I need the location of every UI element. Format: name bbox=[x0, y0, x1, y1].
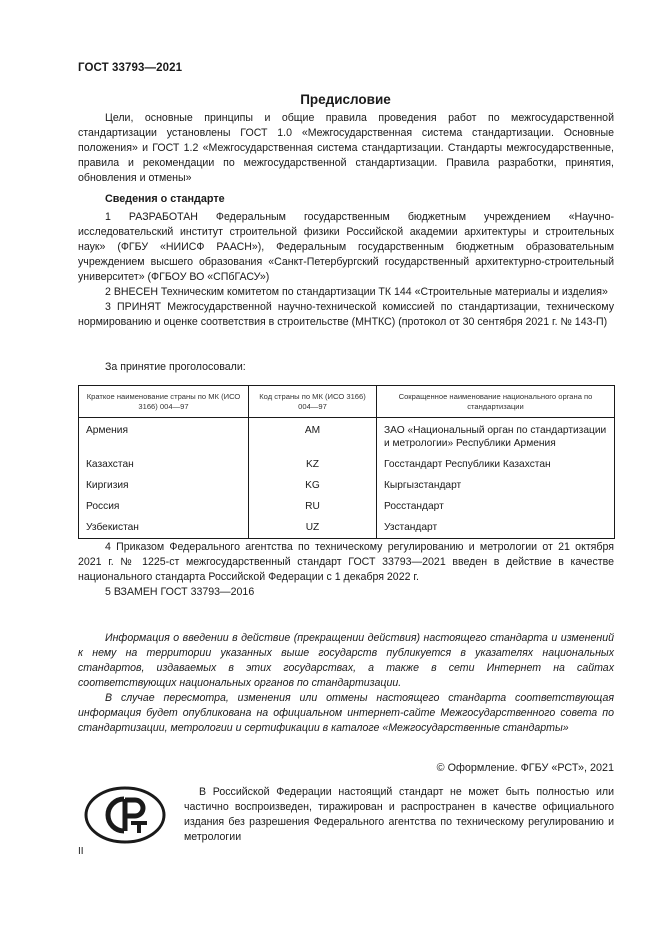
body-cell: Госстандарт Республики Казахстан bbox=[377, 454, 615, 475]
gost-r-certification-logo-icon bbox=[84, 786, 166, 849]
standard-items bbox=[78, 210, 614, 330]
item-adopted: 3 ПРИНЯТ Межгосударственной научно-технической комиссией по стандартизации, техническому нормированию и оценке соответствия в строительстве (МНТКС) (протокол от 30 сентября 2021 г. № 143-П) bbox=[78, 301, 614, 328]
copyright: © Оформление. ФГБУ «РСТ», 2021 bbox=[436, 762, 614, 774]
column-header-code: Код страны по МК (ИСО 3166) 004—97 bbox=[249, 386, 377, 418]
code-cell: AM bbox=[249, 418, 377, 455]
column-header-body: Сокращенное наименование национального органа по стандартизации bbox=[377, 386, 615, 418]
info-paragraph: В случае пересмотра, изменения или отмены настоящего стандарта соответствующая информация будет опубликована на официальном интернет-сайте Межгосударственного совета по стандартизации, метрологии и сертификации в каталоге «Межгосударственные стандарты» bbox=[78, 692, 614, 734]
intro-text: Цели, основные принципы и общие правила проведения работ по межгосударственной стандартизации установлены ГОСТ 1.0 «Межгосударственная система стандартизации. Основные положения» и ГОСТ 1.2 «Межгосударственная система стандартизации. Стандарты межгосударственные, правила и рекомендации по межгосударственной стандартизации. Правила разработки, принятия, обновления и отмены» bbox=[78, 112, 614, 184]
code-cell: KZ bbox=[249, 454, 377, 475]
intro-paragraph bbox=[78, 111, 614, 186]
standard-code: ГОСТ 33793—2021 bbox=[78, 62, 183, 74]
table-row bbox=[79, 454, 615, 475]
info-paragraph: Информация о введении в действие (прекращении действия) настоящего стандарта и изменений к нему на территории указанных выше государств публикуется в указателях национальных стандартов, издаваемых в этих государствах, а также в сети Интернет на сайтах соответствующих национальных органов по стандартизации. bbox=[78, 632, 614, 689]
code-cell: KG bbox=[249, 475, 377, 496]
table-row bbox=[79, 496, 615, 517]
rights-notice-text: В Российской Федерации настоящий стандарт не может быть полностью или частично воспроизведен, тиражирован и распространен в качестве официального издания без разрешения Федерального агентства по техническому регулированию и метрологии bbox=[184, 786, 614, 843]
table-header-row bbox=[79, 386, 615, 418]
code-cell: UZ bbox=[249, 517, 377, 539]
page-title: Предисловие bbox=[300, 92, 391, 107]
standard-items-after bbox=[78, 540, 614, 600]
country-cell: Киргизия bbox=[79, 475, 249, 496]
item-introduced: 2 ВНЕСЕН Техническим комитетом по стандартизации ТК 144 «Строительные материалы и изделия» bbox=[105, 286, 608, 298]
item-order: 4 Приказом Федерального агентства по техническому регулированию и метрологии от 21 октября 2021 г. № 1225-ст межгосударственный стандарт ГОСТ 33793—2021 введен в действие в качестве национального стандарта Российской Федерации с 1 декабря 2022 г. bbox=[78, 541, 614, 583]
table-row bbox=[79, 475, 615, 496]
table-row bbox=[79, 418, 615, 455]
column-header-country: Краткое наименование страны по МК (ИСО 3166) 004—97 bbox=[79, 386, 249, 418]
country-cell: Армения bbox=[79, 418, 249, 455]
rights-notice bbox=[184, 785, 614, 845]
item-developed: 1 РАЗРАБОТАН Федеральным государственным бюджетным учреждением «Научно-исследовательский институт строительной физики Российской академии архитектуры и строительных наук» (ФГБУ «НИИСФ РААСН»), Федеральным государственным бюджетным образовательным учреждением высшего образования «Санкт-Петербургский государственный архитектурно-строительный университет» (ФГБОУ ВО «СПбГАСУ») bbox=[78, 211, 614, 283]
country-cell: Узбекистан bbox=[79, 517, 249, 539]
body-cell: Росстандарт bbox=[377, 496, 615, 517]
table-row bbox=[79, 517, 615, 539]
page-number: II bbox=[78, 846, 84, 857]
country-cell: Казахстан bbox=[79, 454, 249, 475]
member-states-table bbox=[78, 385, 615, 539]
body-cell: ЗАО «Национальный орган по стандартизации и метрологии» Республики Армения bbox=[377, 418, 615, 455]
info-block bbox=[78, 631, 614, 736]
info-heading: Сведения о стандарте bbox=[105, 193, 225, 205]
votes-label: За принятие проголосовали: bbox=[105, 361, 246, 373]
code-cell: RU bbox=[249, 496, 377, 517]
country-cell: Россия bbox=[79, 496, 249, 517]
item-replaces: 5 ВЗАМЕН ГОСТ 33793—2016 bbox=[105, 586, 255, 598]
body-cell: Кыргызстандарт bbox=[377, 475, 615, 496]
body-cell: Узстандарт bbox=[377, 517, 615, 539]
